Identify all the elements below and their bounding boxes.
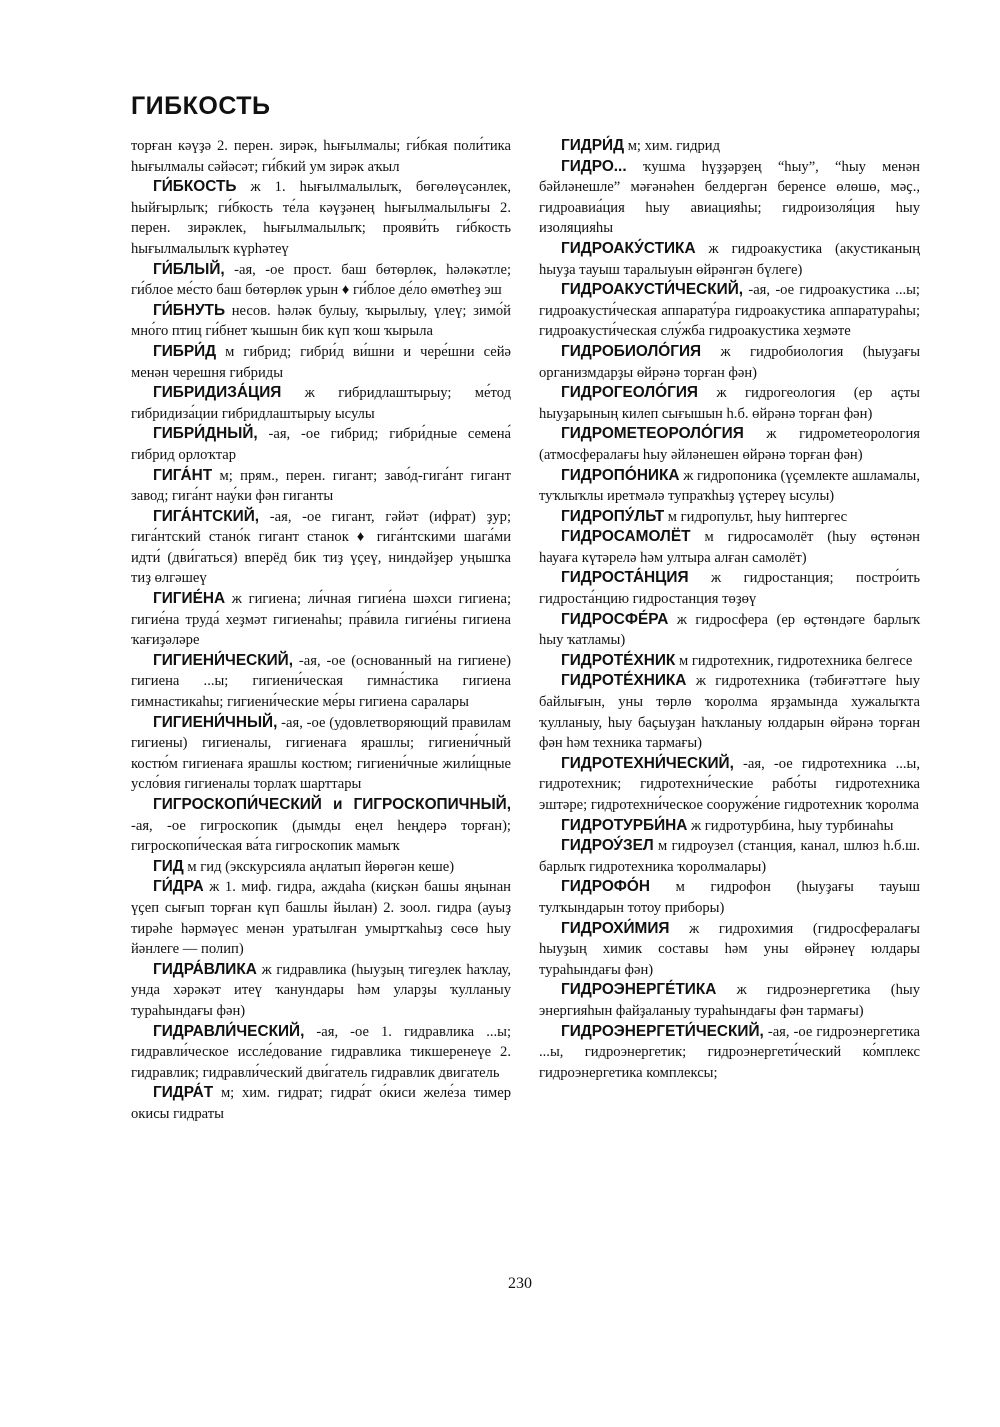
entry-headword: ГИДРОАКУ́СТИКА: [561, 239, 696, 257]
entry-body: ҡушма һүҙҙәрҙең “һыу”, “һыу менән бәйләнешле” мәғәнәһен белдергән беренсе өлөшө, мәҫ., гидроавиа́ция һыу авиацияһы; гидроизоля́ция һыу изоляцияһы: [539, 158, 920, 237]
dictionary-entry: [131, 713, 511, 795]
dictionary-entry: [131, 136, 511, 177]
entry-body: м гидротехник, гидротехника белгесе: [675, 652, 913, 669]
dictionary-entry: [539, 466, 920, 507]
page-header-title: ГИБКОСТЬ: [131, 92, 271, 120]
entry-body: ж гибридлаштырыу; ме́тод гибридиза́ции гибридлаштырыу ысулы: [131, 385, 511, 422]
entry-body: ж гидросфера (ер өҫтөндәге барлыҡ һыу ҡатламы): [539, 611, 920, 649]
entry-body: ж гидравлика (һыуҙың тигеҙлек һаҡлау, унда хәрәкәт итеү ҡанундары һәм уларҙы ҡулланыу тураһындағы фән): [131, 961, 511, 1019]
dictionary-entry: [539, 877, 920, 918]
entry-body: -ая, -ое гидроакустика ...ы; гидроакусти́ческая аппарату́ра гидроакустика аппаратураһы; гидроакусти́ческая слу́жба гидроакустика хеҙмәте: [539, 282, 920, 340]
entry-headword: ГИБРИ́ДНЫЙ,: [153, 425, 258, 443]
entry-headword: ГИБРИ́Д: [153, 342, 217, 360]
entry-body: м гидросамолёт (һыу өҫтөнән һауаға күтәрелә һәм ултыра алған самолёт): [539, 529, 920, 566]
entry-headword: ГИДРОФО́Н: [561, 878, 651, 896]
entry-headword: ГИДРОГЕОЛО́ГИЯ: [561, 384, 698, 402]
dictionary-entry: [131, 1022, 511, 1084]
dictionary-entry: [539, 651, 920, 672]
dictionary-entry: [131, 877, 511, 959]
dictionary-entry: [131, 651, 511, 713]
entry-headword: ГИДРА́Т: [153, 1084, 214, 1102]
dictionary-entry: [539, 239, 920, 280]
dictionary-entry: [131, 301, 511, 342]
entry-body: -ая, -ое гигроскопик (дымды еңел һеңдерә торған); гигроскопи́ческая ва́та гигроскопик мамыҡ: [131, 817, 511, 855]
left-column: [131, 136, 511, 1125]
dictionary-entry: [131, 424, 511, 465]
entry-body: ж гидрометеорология (атмосфералағы һыу әйләнешен өйрәнә торған фән): [539, 426, 920, 463]
entry-headword: ГИДРОТУРБИ́НА: [561, 816, 688, 834]
entry-headword: ГИДРОСТА́НЦИЯ: [561, 569, 689, 587]
entry-headword: ГИДРАВЛИ́ЧЕСКИЙ,: [153, 1022, 305, 1040]
entry-headword: ГИДРОТЕХНИ́ЧЕСКИЙ,: [561, 754, 734, 772]
entry-body: ж 1. миф. гидра, аждаһа (киҫкән башы яңынан үҫеп сығып торған күп башлы йылан) 2. зоол. гидра (ауыҙ тирәһе һәрмәүес менән уратылған умыртҡаһыҙ сөсө һыу йәнлеге — полип): [131, 879, 511, 958]
entry-body: ж гидроакустика (акустиканың һыуҙа тауыш таралыуын өйрәнгән бүлеге): [539, 240, 920, 278]
entry-body: м гидрофон (һыуҙағы тауыш тулҡындарын тотоу приборы): [539, 879, 920, 916]
dictionary-entry: [539, 157, 920, 239]
dictionary-entry: [539, 919, 920, 981]
page-number: 230: [508, 1275, 532, 1292]
entry-headword: ГИДРОСФЕ́РА: [561, 610, 669, 628]
entry-body: -ая, -ое (основанный на гигиене) гигиена ...ы; гигиени́ческая гимна́стика гигиена гимнастикаһы; гигиени́ческие ме́ры гигиена саралары: [131, 652, 511, 711]
dictionary-entry: [131, 589, 511, 651]
entry-body: ж гидрохимия (гидросфералағы һыуҙың химик составы һәм уны өйрәнеү юлдары тураһындағы фән): [539, 920, 920, 978]
dictionary-entry: [539, 980, 920, 1021]
dictionary-entry: [131, 857, 511, 878]
entry-headword: ГИ́ДРА: [153, 878, 204, 896]
entry-headword: ГИДРОБИОЛО́ГИЯ: [561, 342, 702, 360]
entry-headword: ГИ́БЛЫЙ,: [153, 260, 225, 278]
entry-body: м гибрид; гибри́д ви́шни и чере́шни сейә менән черешня гибриды: [131, 343, 511, 381]
entry-body: ж 1. һығылмалылыҡ, бөгөлөүсәнлек, һыйғырлыҡ; ги́бкость те́ла кәүҙәнең һығылмалылығы 2. перен. зирәклек, һығылмалылыҡ; прояви́ть ги́бкость һығылмалылыҡ күрһәтеү: [131, 179, 511, 257]
entry-body: -ая, -ое гигант, гәйәт (ифрат) ҙур; гига́нтский стано́к гигант станок ♦ гига́нтскими шага́ми идти́ (дви́гаться) вперёд бик тиҙ үҫеү, ниндәйҙер уңышҡа тиҙ өлгәшеү: [131, 508, 511, 587]
entry-body: торған кәүҙә 2. перен. зирәк, һығылмалы; ги́бкая поли́тика һығылмалы сәйәсәт; ги́бкий ум зирәк аҡыл: [131, 138, 511, 175]
dictionary-entry: [539, 136, 920, 157]
dictionary-entry: [539, 568, 920, 609]
dictionary-entry: [539, 1022, 920, 1084]
dictionary-entry: [131, 177, 511, 259]
entry-headword: ГИДРОУ́ЗЕЛ: [561, 837, 654, 855]
dictionary-entry: [539, 507, 920, 528]
entry-headword: ГИДРОПО́НИКА: [561, 466, 680, 484]
entry-body: м; хим. гидрид: [624, 138, 721, 154]
dictionary-entry: [539, 280, 920, 342]
entry-body: ж гидроэнергетика (һыу энергияһын файҙаланыу тураһындағы фән тармағы): [539, 982, 920, 1019]
dictionary-entry: [131, 383, 511, 424]
dictionary-entry: [539, 383, 920, 424]
entry-headword: ГИДРОСАМОЛЁТ: [561, 528, 691, 546]
entry-headword: ГИД: [153, 857, 184, 875]
entry-body: ж гигиена; ли́чная гигие́на шәхси гигиена; гигие́на труда́ хеҙмәт гигиенаһы; пра́вила гигие́ны гигиена ҡағиҙәләре: [131, 591, 511, 649]
dictionary-entry: [131, 507, 511, 589]
entry-body: -ая, -ое гибрид; гибри́дные семена́ гибрид орлоҡтар: [131, 426, 511, 463]
entry-headword: ГИГА́НТ: [153, 466, 213, 484]
entry-headword: ГИГИЕНИ́ЧЕСКИЙ,: [153, 651, 294, 669]
right-column: [539, 136, 920, 1083]
entry-headword: ГИГИЕ́НА: [153, 590, 226, 608]
entry-headword: ГИДРОМЕТЕОРОЛО́ГИЯ: [561, 425, 744, 443]
entry-headword: ГИ́БНУТЬ: [153, 301, 226, 319]
dictionary-entry: [131, 342, 511, 383]
entry-body: ж гидробиология (һыуҙағы организмдарҙы өйрәнә торған фән): [539, 343, 920, 381]
dictionary-entry: [539, 754, 920, 816]
entry-body: -ая, -ое прост. баш бөтөрлөк, һәләкәтле; ги́блое ме́сто баш бөтөрлөк урын ♦ ги́блое де́ло өмөтһеҙ эш: [131, 261, 511, 299]
entry-body: м; хим. гидрат; гидра́т о́киси желе́за тимер окисы гидраты: [131, 1085, 511, 1122]
entry-body: ж гидротехника (тәбиғәттәге һыу байлығын, уны төрлө ҡоролма ярҙамында хужалыҡта ҡулланыу, һыу баҫыуҙан һаҡланыу юлдарын өйрәнә торған фән һәм техника тармағы): [539, 673, 920, 752]
entry-headword: ГИБРИДИЗА́ЦИЯ: [153, 384, 282, 402]
entry-headword: ГИДРОАКУСТИ́ЧЕСКИЙ,: [561, 281, 744, 299]
entry-body: -ая, -ое гидроэнергетика ...ы, гидроэнергетик; гидроэнергети́ческий ко́мплекс гидроэнергетика комплексы;: [539, 1023, 920, 1081]
entry-headword: ГИДРОХИ́МИЯ: [561, 919, 670, 937]
entry-body: м; прям., перен. гигант; заво́д-гига́нт гигант завод; гига́нт нау́ки фән гиганты: [131, 467, 511, 505]
entry-headword: ГИГРОСКОПИ́ЧЕСКИЙ и ГИГРОСКОПИЧНЫЙ,: [153, 796, 511, 813]
entry-headword: ГИДРОТЕ́ХНИКА: [561, 672, 687, 690]
dictionary-entry: [539, 527, 920, 568]
entry-headword: ГИДРИ́Д: [561, 137, 625, 154]
dictionary-entry: [131, 960, 511, 1022]
entry-headword: ГИДРО...: [561, 157, 627, 175]
entry-body: м гидропульт, һыу һиптергес: [664, 508, 848, 525]
entry-headword: ГИ́БКОСТЬ: [153, 178, 237, 196]
entry-body: несов. һәләк булыу, ҡырылыу, үлеү; зимо́й мно́го птиц ги́бнет ҡышын бик күп ҡош ҡырыла: [131, 302, 511, 340]
dictionary-entry: [539, 671, 920, 753]
entry-body: м гидроузел (станция, канал, шлюз һ.б.ш. барлыҡ гидротехника ҡоролмалары): [539, 838, 920, 875]
entry-body: -ая, -ое (удовлетворяющий правилам гигиены) гигиеналы, гигиенаға ярашлы; гигиени́чный костю́м гигиенаға ярашлы костюм; гигиени́чные жили́щные усло́вия гигиеналы торлаҡ шарттары: [131, 714, 511, 793]
entry-body: ж гидростанция; постро́ить гидроста́нцию гидростанция төҙөү: [539, 570, 920, 608]
entry-headword: ГИДРОЭНЕРГЕ́ТИКА: [561, 981, 717, 999]
entry-headword: ГИДРОТЕ́ХНИК: [561, 651, 676, 669]
dictionary-entry: [131, 795, 511, 857]
entry-headword: ГИДРОЭНЕРГЕТИ́ЧЕСКИЙ,: [561, 1022, 764, 1040]
entry-body: ж гидропоника (үҫемлекте ашламалы, туҡлыҡлы иретмәлә тупраҡһыҙ үҫтереү ысулы): [539, 467, 920, 505]
entry-body: -ая, -ое гидротехника ...ы, гидротехник; гидротехни́ческие рабо́ты гидротехника эштәре; гидротехни́ческое сооруже́ние гидротехник ҡоролма: [539, 755, 920, 813]
dictionary-entry: [131, 466, 511, 507]
entry-body: ж гидрогеология (ер аҫты һыуҙарының килеп сығышын һ.б. өйрәнә торған фән): [539, 385, 920, 422]
entry-headword: ГИГИЕНИ́ЧНЫЙ,: [153, 713, 278, 731]
dictionary-entry: [539, 342, 920, 383]
entry-body: м гид (экскурсияла аңлатып йөрөгән кеше): [183, 858, 455, 875]
dictionary-entry: [539, 424, 920, 465]
entry-headword: ГИДРА́ВЛИКА: [153, 960, 257, 978]
dictionary-entry: [539, 610, 920, 651]
dictionary-entry: [539, 816, 920, 837]
entry-headword: ГИГА́НТСКИЙ,: [153, 507, 260, 525]
entry-headword: ГИДРОПУ́ЛЬТ: [561, 507, 665, 525]
dictionary-entry: [131, 1083, 511, 1124]
entry-body: -ая, -ое 1. гидравлика ...ы; гидравли́ческое иссле́дование гидравлика тикшеренеүе 2. гидравлик; гидравли́ческий дви́гатель гидравлик двигатель: [131, 1023, 511, 1081]
entry-body: ж гидротурбина, һыу турбинаһы: [687, 817, 894, 834]
dictionary-entry: [539, 836, 920, 877]
dictionary-entry: [131, 260, 511, 301]
